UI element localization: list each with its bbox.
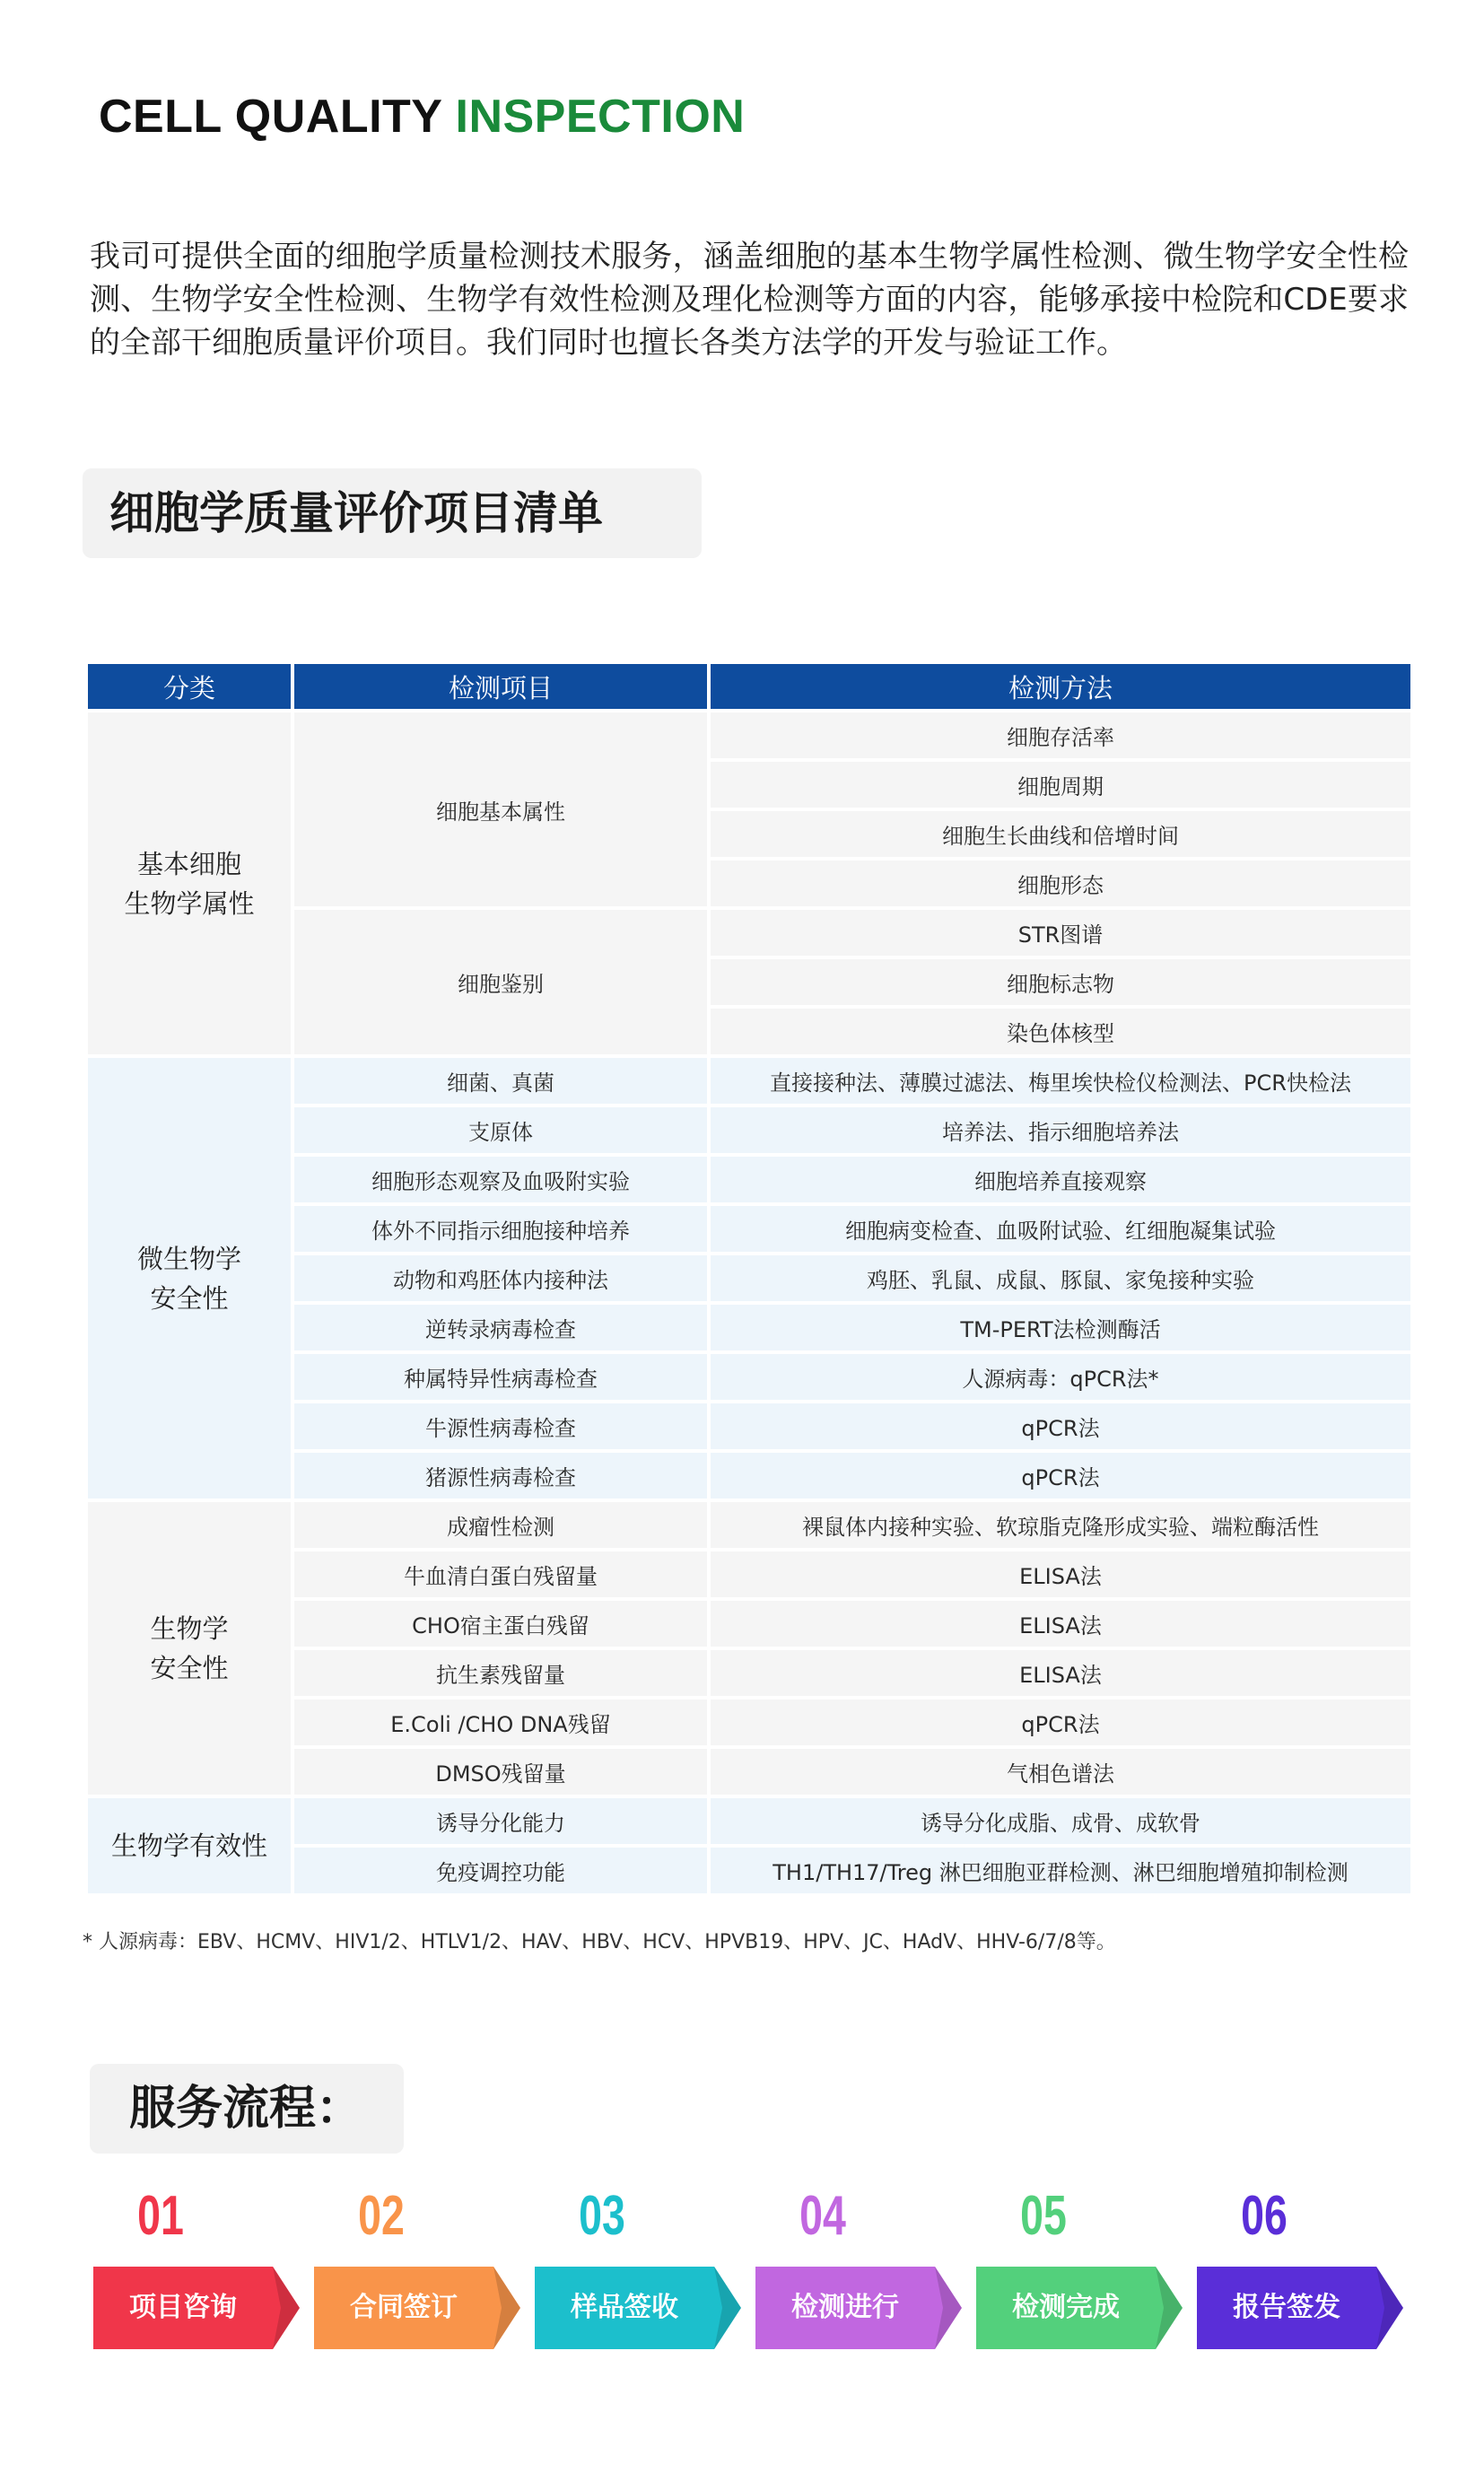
category-label: 生物学属性 bbox=[124, 887, 255, 919]
intro-paragraph: 我司可提供全面的细胞学质量检测技术服务，涵盖细胞的基本生物学属性检测、微生物学安全性检测、生物学安全性检测、生物学有效性检测及理化检测等方面的内容，能够承接中检院和CDE要求的全部干细胞质量评价项目。我们同时也擅长各类方法学的开发与验证工作。 bbox=[90, 239, 1409, 361]
item-cell: 细胞形态观察及血吸附实验 bbox=[294, 1157, 707, 1202]
category-label: 生物学 bbox=[150, 1613, 229, 1644]
table-header-row bbox=[88, 664, 1410, 709]
method-cell: ELISA法 bbox=[711, 1551, 1410, 1597]
method-cell: 气相色谱法 bbox=[711, 1749, 1410, 1795]
header-item: 检测项目 bbox=[294, 664, 707, 709]
item-cell: 免疫调控功能 bbox=[294, 1848, 707, 1893]
step-label: 样品签收 bbox=[571, 2292, 678, 2323]
method-cell: qPCR法 bbox=[711, 1453, 1410, 1499]
step-label: 检测进行 bbox=[791, 2292, 899, 2323]
category-label: 基本细胞 bbox=[136, 848, 241, 879]
method-cell: 培养法、指示细胞培养法 bbox=[711, 1107, 1410, 1153]
item-cell: 动物和鸡胚体内接种法 bbox=[294, 1255, 707, 1301]
method-cell: 诱导分化成脂、成骨、成软骨 bbox=[711, 1798, 1410, 1844]
title-accent: INSPECTION bbox=[455, 91, 746, 143]
step-label: 项目咨询 bbox=[129, 2292, 237, 2323]
item-cell: DMSO残留量 bbox=[294, 1749, 707, 1795]
flow-step bbox=[755, 2180, 962, 2351]
method-cell: 细胞形态 bbox=[711, 861, 1410, 906]
method-cell: ELISA法 bbox=[711, 1601, 1410, 1647]
method-cell: 细胞生长曲线和倍增时间 bbox=[711, 811, 1410, 857]
category-label: 微生物学 bbox=[136, 1243, 241, 1274]
item-cell: E.Coli /CHO DNA残留 bbox=[294, 1700, 707, 1745]
method-cell: 直接接种法、薄膜过滤法、梅里埃快检仪检测法、PCR快检法 bbox=[711, 1058, 1410, 1104]
method-cell: 细胞培养直接观察 bbox=[711, 1157, 1410, 1202]
item-cell: 逆转录病毒检查 bbox=[294, 1305, 707, 1350]
method-cell: 染色体核型 bbox=[711, 1009, 1410, 1054]
step-number: 02 bbox=[358, 2185, 405, 2247]
step-label: 检测完成 bbox=[1012, 2292, 1120, 2323]
method-cell: 裸鼠体内接种实验、软琼脂克隆形成实验、端粒酶活性 bbox=[711, 1502, 1410, 1548]
step-label: 报告签发 bbox=[1233, 2292, 1340, 2323]
flow-step bbox=[535, 2180, 741, 2351]
item-cell: 牛血清白蛋白残留量 bbox=[294, 1551, 707, 1597]
item-cell: CHO宿主蛋白残留 bbox=[294, 1601, 707, 1647]
item-cell: 成瘤性检测 bbox=[294, 1502, 707, 1548]
flow-step bbox=[1197, 2180, 1403, 2351]
item-cell: 诱导分化能力 bbox=[294, 1798, 707, 1844]
category-cell bbox=[88, 1798, 291, 1893]
step-number: 05 bbox=[1020, 2185, 1067, 2247]
table-row bbox=[88, 1058, 1410, 1104]
method-cell: 人源病毒：qPCR法* bbox=[711, 1354, 1410, 1400]
method-cell: qPCR法 bbox=[711, 1700, 1410, 1745]
table-row bbox=[88, 1798, 1410, 1844]
flow-step bbox=[314, 2180, 520, 2351]
method-cell: 细胞病变检查、血吸附试验、红细胞凝集试验 bbox=[711, 1206, 1410, 1252]
step-number: 06 bbox=[1241, 2185, 1288, 2247]
list-heading: 细胞学质量评价项目清单 bbox=[83, 468, 702, 558]
category-label: 生物学有效性 bbox=[110, 1831, 267, 1861]
item-cell: 支原体 bbox=[294, 1107, 707, 1153]
item-cell: 牛源性病毒检查 bbox=[294, 1403, 707, 1449]
method-cell: qPCR法 bbox=[711, 1403, 1410, 1449]
item-cell: 细胞鉴别 bbox=[294, 910, 707, 1054]
footnote: * 人源病毒：EBV、HCMV、HIV1/2、HTLV1/2、HAV、HBV、HCV、HPVB19、HPV、JC、HAdV、HHV-6/7/8等。 bbox=[83, 1931, 1116, 1953]
method-cell: 细胞存活率 bbox=[711, 712, 1410, 758]
method-cell: 细胞周期 bbox=[711, 762, 1410, 808]
category-cell bbox=[88, 1058, 291, 1499]
category-label: 安全性 bbox=[150, 1282, 229, 1314]
title-main: CELL QUALITY bbox=[99, 91, 456, 143]
item-cell: 抗生素残留量 bbox=[294, 1650, 707, 1696]
category-cell bbox=[88, 712, 291, 1054]
step-label: 合同签订 bbox=[350, 2292, 458, 2323]
item-cell: 细菌、真菌 bbox=[294, 1058, 707, 1104]
header-method: 检测方法 bbox=[711, 664, 1410, 709]
item-cell: 体外不同指示细胞接种培养 bbox=[294, 1206, 707, 1252]
header-category: 分类 bbox=[88, 664, 291, 709]
flow-step bbox=[93, 2180, 300, 2351]
item-cell: 猪源性病毒检查 bbox=[294, 1453, 707, 1499]
method-cell: 鸡胚、乳鼠、成鼠、豚鼠、家兔接种实验 bbox=[711, 1255, 1410, 1301]
item-cell: 种属特异性病毒检查 bbox=[294, 1354, 707, 1400]
table-row bbox=[88, 712, 1410, 758]
category-cell bbox=[88, 1502, 291, 1795]
step-number: 01 bbox=[137, 2185, 184, 2247]
quality-items-table bbox=[84, 660, 1414, 1897]
category-label: 安全性 bbox=[150, 1653, 229, 1683]
method-cell: TM-PERT法检测酶活 bbox=[711, 1305, 1410, 1350]
table-row bbox=[88, 1502, 1410, 1548]
method-cell: ELISA法 bbox=[711, 1650, 1410, 1696]
method-cell: TH1/TH17/Treg 淋巴细胞亚群检测、淋巴细胞增殖抑制检测 bbox=[711, 1848, 1410, 1893]
flow-heading: 服务流程： bbox=[90, 2064, 404, 2154]
step-number: 03 bbox=[579, 2185, 625, 2247]
item-cell: 细胞基本属性 bbox=[294, 712, 707, 906]
flow-step bbox=[976, 2180, 1183, 2351]
table-body bbox=[88, 712, 1410, 1893]
method-cell: 细胞标志物 bbox=[711, 959, 1410, 1005]
step-number: 04 bbox=[799, 2185, 846, 2247]
page-title bbox=[99, 90, 745, 144]
method-cell: STR图谱 bbox=[711, 910, 1410, 956]
